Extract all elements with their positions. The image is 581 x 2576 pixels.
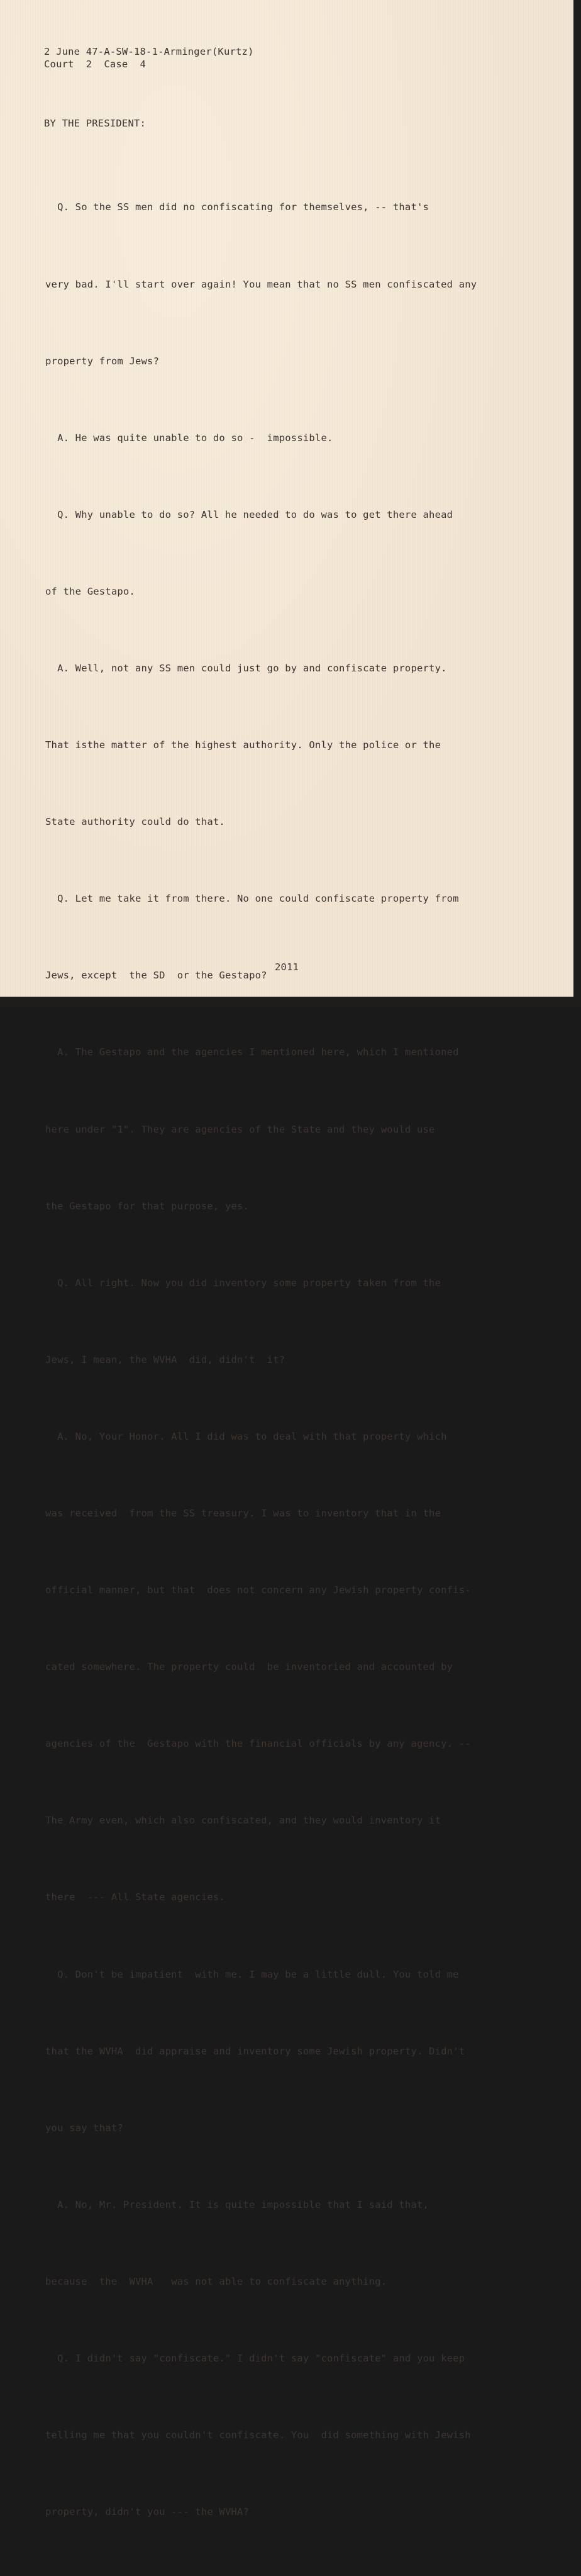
transcript-line: there --- All State agencies. <box>45 1891 225 1903</box>
transcript-line: A. The Gestapo and the agencies I mentioned here, which I mentioned <box>45 1046 459 1058</box>
transcript-line: Jews, I mean, the WVHA did, didn't it? <box>45 1353 285 1365</box>
transcript-line: because the WVHA was not able to confiscate anything. <box>45 2275 387 2287</box>
header-line-court-case: Court 2 Case 4 <box>44 59 147 70</box>
transcript-line: A. No, Mr. President. It is quite impossible that I said that, <box>45 2198 429 2210</box>
transcript-line: Q. Don't be impatient with me. I may be a little dull. You told me <box>45 1968 459 1980</box>
transcript-line: the Gestapo for that purpose, yes. <box>45 1200 250 1212</box>
transcript-line: that the WVHA did appraise and inventory some Jewish property. Didn't <box>45 2045 465 2057</box>
transcript-line: The Army even, which also confiscated, and they would inventory it <box>45 1815 441 1827</box>
scan-edge-right <box>573 0 581 1007</box>
document-header <box>44 45 254 70</box>
transcript-line: property, didn't you --- the WVHA? <box>45 2506 250 2518</box>
transcript-line: here under "1". They are agencies of the State and they would use <box>45 1123 435 1135</box>
page-number: 2011 <box>275 961 299 973</box>
transcript-line: State authority could do that. <box>45 816 225 828</box>
transcript-line: you say that? <box>45 2122 123 2134</box>
transcript-line: official manner, but that does not concern any Jewish property confis- <box>45 1584 471 1596</box>
transcript-line: cated somewhere. The property could be inventoried and accounted by <box>45 1661 453 1673</box>
transcript-line: agencies of the Gestapo with the financial officials by any agency. -- <box>45 1738 471 1750</box>
transcript-line: A. He was quite unable to do so - impossible. <box>45 432 333 444</box>
header-line-date-reference: 2 June 47-A-SW-18-1-Arminger(Kurtz) <box>44 46 254 57</box>
transcript-line: Q. Let me take it from there. No one could confiscate property from <box>45 893 459 905</box>
transcript-line: A. No, Your Honor. All I did was to deal with that property which <box>45 1430 447 1442</box>
transcript-line: That isthe matter of the highest authority. Only the police or the <box>45 739 441 751</box>
scan-edge-bottom <box>0 997 581 1007</box>
transcript-line: of the Gestapo. <box>45 585 135 597</box>
transcript-body <box>45 143 477 2576</box>
transcript-line: Jews, except the SD or the Gestapo? <box>45 970 267 982</box>
transcript-line: A. Well, not any SS men could just go by and confiscate property. <box>45 662 447 674</box>
transcript-line: property from Jews? <box>45 355 160 367</box>
transcript-line: Q. So the SS men did no confiscating for themselves, -- that's <box>45 201 429 213</box>
transcript-line: was received from the SS treasury. I was to inventory that in the <box>45 1508 441 1519</box>
transcript-line: Q. I didn't say "confiscate." I didn't say "confiscate" and you keep <box>45 2353 465 2365</box>
transcript-line: Q. All right. Now you did inventory some property taken from the <box>45 1277 441 1289</box>
transcript-line: telling me that you couldn't confiscate. You did something with Jewish <box>45 2429 471 2441</box>
transcript-line: very bad. I'll start over again! You mean that no SS men confiscated any <box>45 278 477 290</box>
transcript-line: Q. Why unable to do so? All he needed to do was to get there ahead <box>45 508 453 520</box>
speaker-heading: BY THE PRESIDENT: <box>44 118 147 129</box>
